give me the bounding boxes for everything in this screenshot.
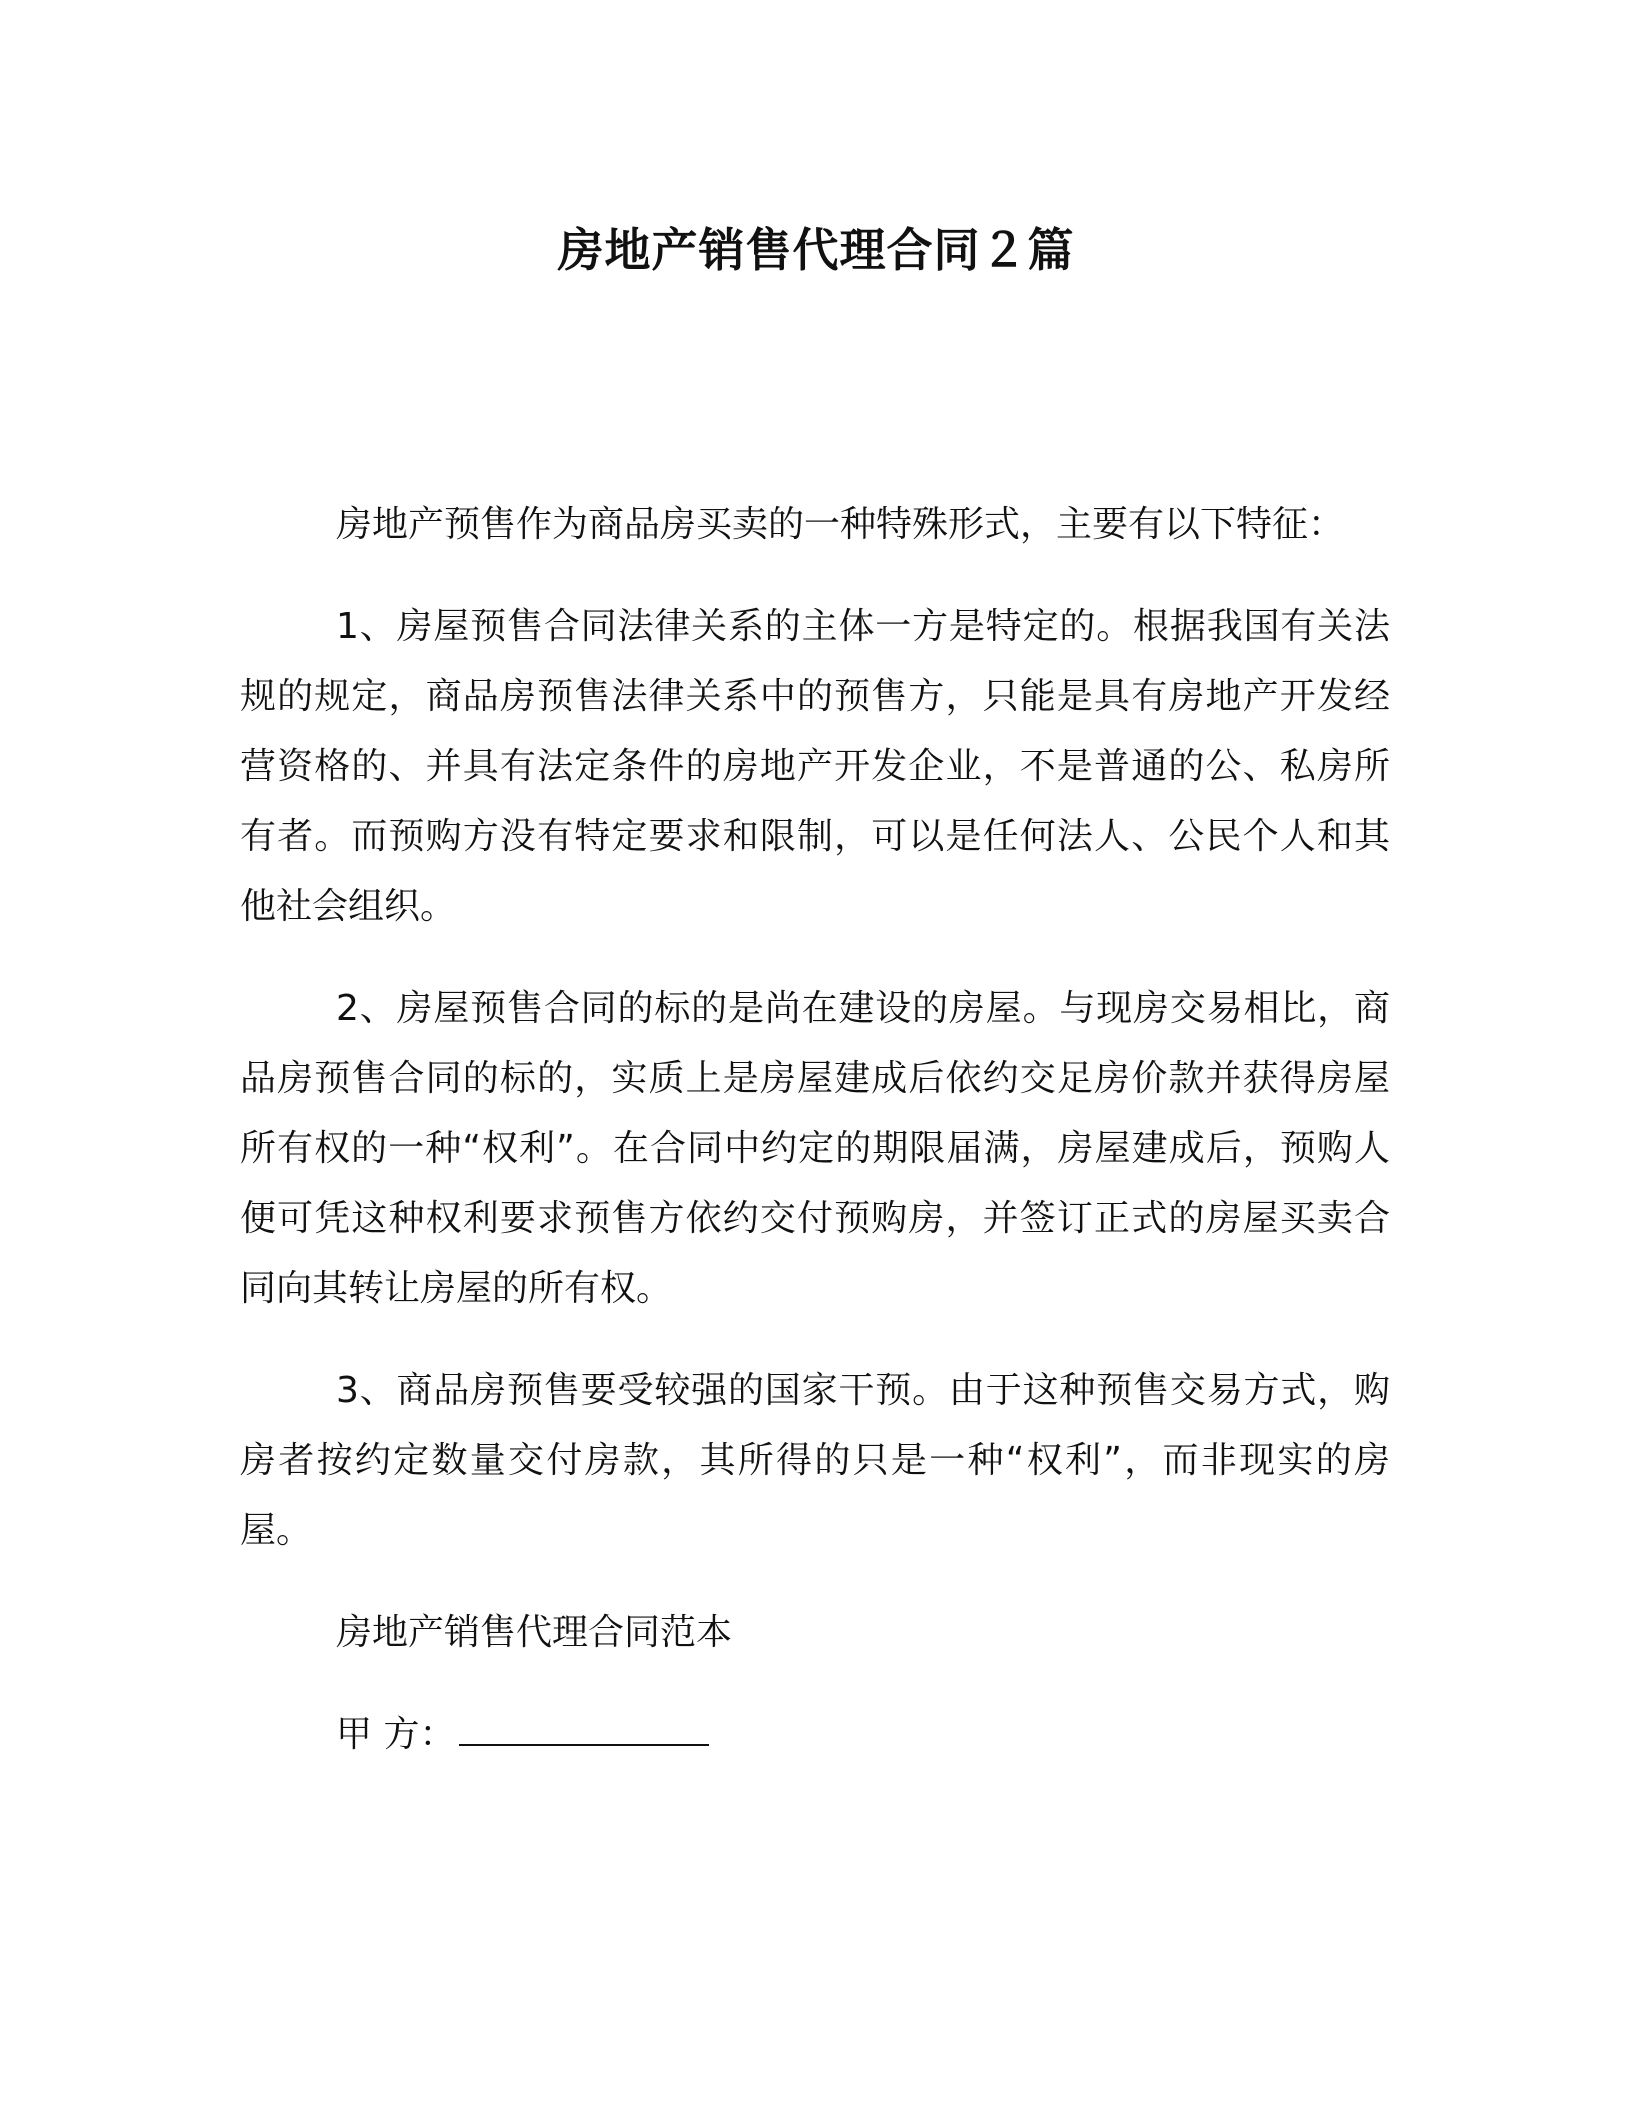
feature-paragraph-1: 1、房屋预售合同法律关系的主体一方是特定的。根据我国有关法规的规定，商品房预售法律关系中的预售方，只能是具有房地产开发经营资格的、并具有法定条件的房地产开发企业，不是普通的公、私房所有者。而预购方没有特定要求和限制，可以是任何法人、公民个人和其他社会组织。 bbox=[240, 606, 1390, 927]
party-a-label: 甲 方： bbox=[336, 1714, 456, 1755]
intro-paragraph: 房地产预售作为商品房买卖的一种特殊形式，主要有以下特征： bbox=[336, 504, 1345, 545]
section-heading: 房地产销售代理合同范本 bbox=[336, 1612, 733, 1653]
feature-paragraph-3: 3、商品房预售要受较强的国家干预。由于这种预售交易方式，购房者按约定数量交付房款，其所得的只是一种“权利”，而非现实的房屋。 bbox=[240, 1370, 1390, 1551]
party-a-line bbox=[240, 1700, 1390, 1770]
document-title: 房地产销售代理合同２篇 bbox=[557, 223, 1075, 277]
feature-paragraph-2: 2、房屋预售合同的标的是尚在建设的房屋。与现房交易相比，商品房预售合同的标的，实质上是房屋建成后依约交足房价款并获得房屋所有权的一种“权利”。在合同中约定的期限届满，房屋建成后，预购人便可凭这种权利要求预售方依约交付预购房，并签订正式的房屋买卖合同向其转让房屋的所有权。 bbox=[240, 988, 1390, 1309]
party-a-blank bbox=[459, 1702, 709, 1746]
document-body bbox=[240, 490, 1390, 1802]
